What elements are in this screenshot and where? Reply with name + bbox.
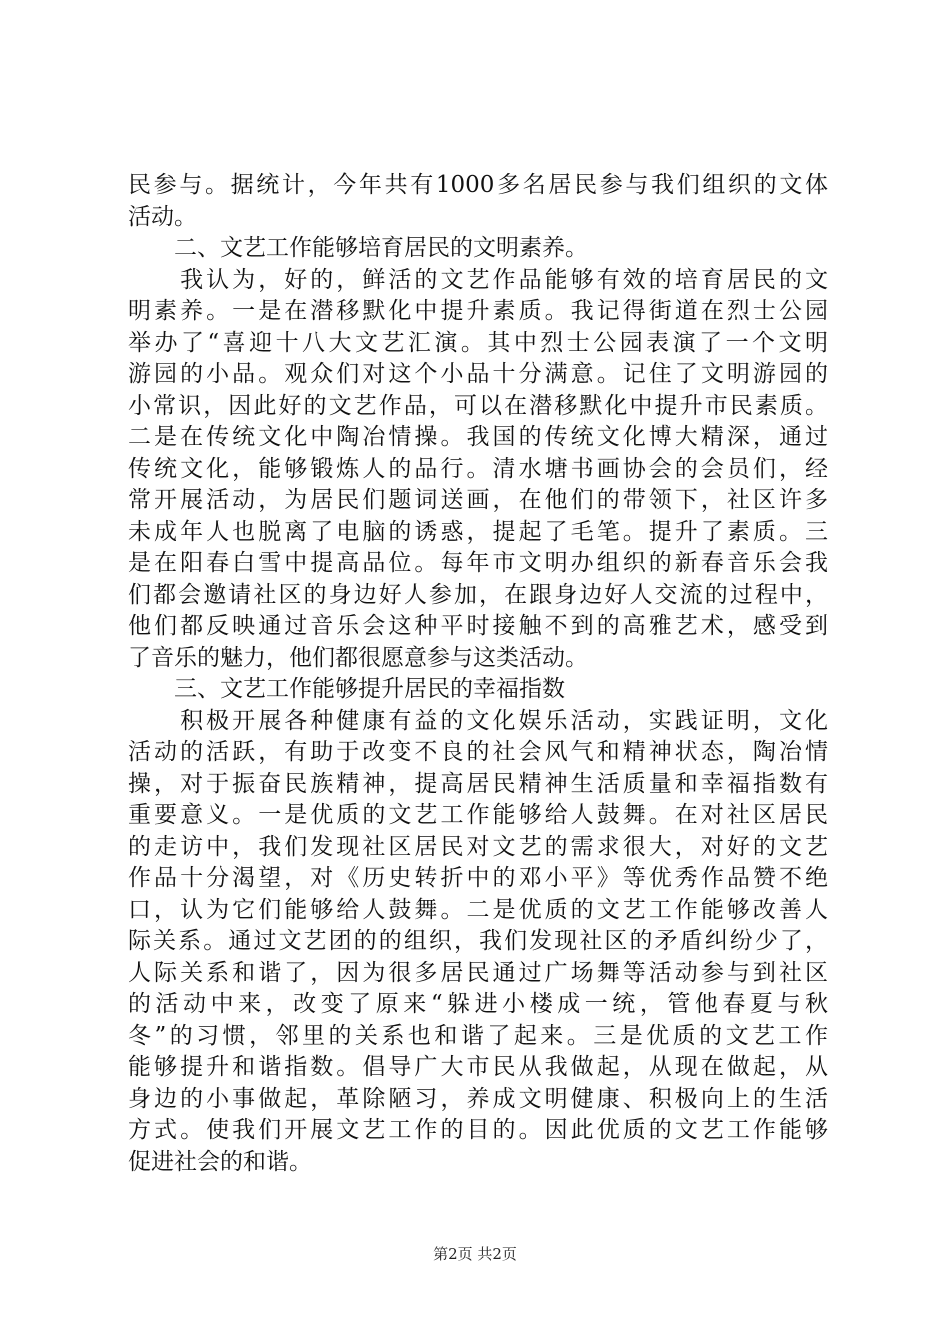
text-line: 未成年人也脱离了电脑的诱惑，提起了毛笔。提升了素质。三: [128, 518, 828, 545]
text-line: 三、文艺工作能够提升居民的幸福指数: [128, 676, 565, 702]
text-line: 举办了“喜迎十八大文艺汇演。其中烈士公园表演了一个文明: [128, 329, 828, 356]
text-line: 活动。: [128, 203, 197, 230]
text-line: 能够提升和谐指数。倡导广大市民从我做起，从现在做起，从: [128, 1054, 828, 1080]
text-line: 游园的小品。观众们对这个小品十分满意。记住了文明游园的: [128, 361, 828, 387]
text-line: 是在阳春白雪中提高品位。每年市文明办组织的新春音乐会我: [128, 550, 828, 576]
text-line: 小常识，因此好的文艺作品，可以在潜移默化中提升市民素质。: [128, 392, 828, 419]
text-line: 的走访中，我们发现社区居民对文艺的需求很大，对好的文艺: [128, 833, 828, 860]
text-line: 人际关系和谐了，因为很多居民通过广场舞等活动参与到社区: [128, 959, 828, 986]
text-line: 身边的小事做起，革除陋习，养成文明健康、积极向上的生活: [128, 1085, 828, 1112]
text-line: 明素养。一是在潜移默化中提升素质。我记得街道在烈士公园: [128, 298, 828, 324]
text-line: 操，对于振奋民族精神，提高居民精神生活质量和幸福指数有: [128, 770, 828, 797]
text-line: 常开展活动，为居民们题词送画，在他们的带领下，社区许多: [128, 487, 828, 513]
text-line: 传统文化，能够锻炼人的品行。清水塘书画协会的会员们，经: [128, 455, 828, 482]
page-footer: 第2页 共2页: [433, 1245, 517, 1263]
text-line: 活动的活跃，有助于改变不良的社会风气和精神状态，陶冶情: [128, 739, 828, 765]
text-line: 我认为，好的，鲜活的文艺作品能够有效的培育居民的文: [128, 266, 828, 293]
text-line: 重要意义。一是优质的文艺工作能够给人鼓舞。在对社区居民: [128, 802, 828, 828]
text-line: 他们都反映通过音乐会这种平时接触不到的高雅艺术，感受到: [128, 613, 828, 639]
text-line: 促进社会的和谐。: [128, 1148, 312, 1175]
text-line: 二是在传统文化中陶冶情操。我国的传统文化博大精深，通过: [128, 424, 828, 450]
text-line: 了音乐的魅力，他们都很愿意参与这类活动。: [128, 644, 588, 671]
text-line: 民参与。据统计，今年共有1000多名居民参与我们组织的文体: [128, 172, 828, 198]
text-line: 们都会邀请社区的身边好人参加，在跟身边好人交流的过程中，: [128, 581, 828, 608]
document-body: [128, 170, 828, 1178]
text-line: 方式。使我们开展文艺工作的目的。因此优质的文艺工作能够: [128, 1117, 828, 1143]
text-line: 积极开展各种健康有益的文化娱乐活动，实践证明，文化: [128, 707, 828, 734]
text-line: 际关系。通过文艺团的的组织，我们发现社区的矛盾纠纷少了，: [128, 928, 828, 954]
text-line: 二、文艺工作能够培育居民的文明素养。: [128, 235, 588, 261]
text-line: 作品十分渴望，对《历史转折中的邓小平》等优秀作品赞不绝: [128, 865, 828, 891]
text-line: 冬”的习惯，邻里的关系也和谐了起来。三是优质的文艺工作: [128, 1022, 828, 1049]
text-line: 口，认为它们能够给人鼓舞。二是优质的文艺工作能够改善人: [128, 896, 828, 923]
text-line: 的活动中来，改变了原来“躲进小楼成一统，管他春夏与秋: [128, 991, 828, 1017]
